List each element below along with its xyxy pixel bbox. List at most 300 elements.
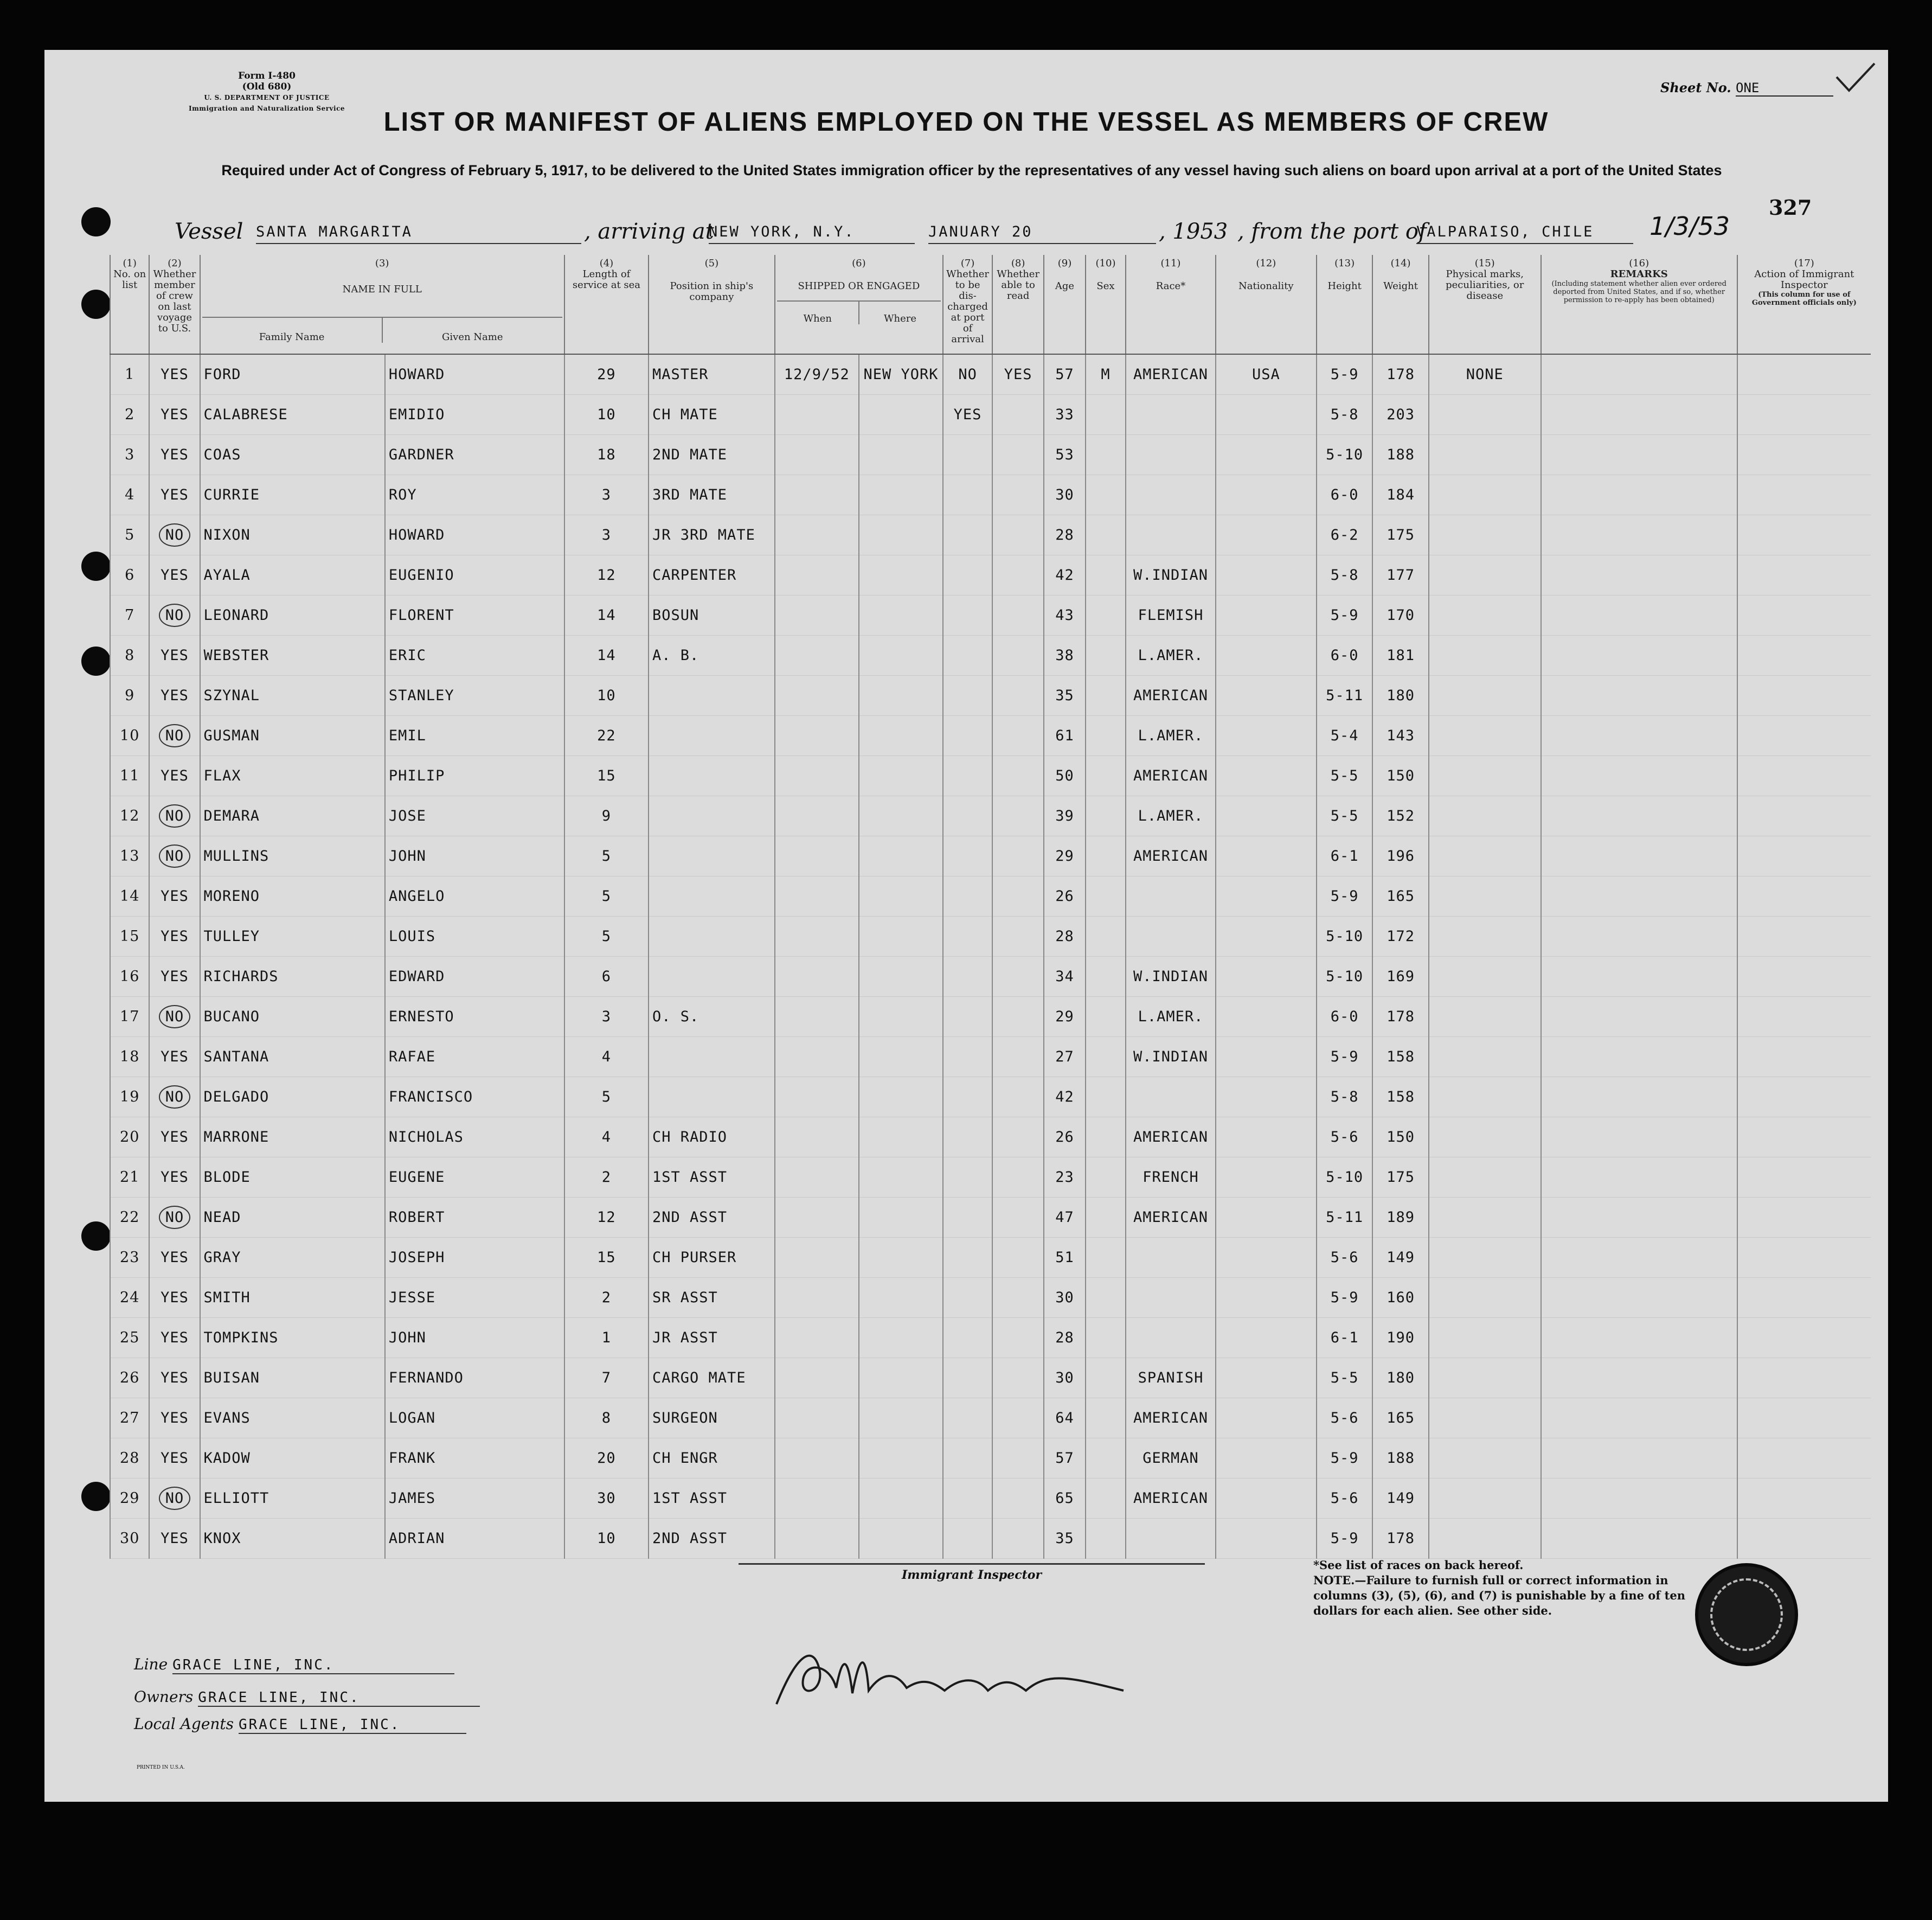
nationality-cell — [1216, 1479, 1317, 1519]
position-cell: JR ASST — [649, 1318, 775, 1358]
position-cell: CH ENGR — [649, 1438, 775, 1479]
shipped-where-cell — [859, 596, 943, 636]
age-cell: 53 — [1044, 435, 1086, 475]
row-number: 23 — [110, 1238, 149, 1278]
able-to-read-cell — [992, 636, 1044, 676]
age-cell: 23 — [1044, 1157, 1086, 1198]
age-cell: 57 — [1044, 354, 1086, 395]
given-name-cell: JOSEPH — [385, 1238, 564, 1278]
last-voyage-cell: YES — [149, 395, 200, 435]
height-cell: 5-8 — [1317, 395, 1372, 435]
shipped-when-cell — [775, 515, 859, 555]
position-cell — [649, 716, 775, 756]
age-cell: 28 — [1044, 917, 1086, 957]
last-voyage-cell: YES — [149, 1238, 200, 1278]
weight-cell: 177 — [1372, 555, 1428, 596]
discharged-cell — [943, 1398, 992, 1438]
age-cell: 65 — [1044, 1479, 1086, 1519]
form-department: U. S. DEPARTMENT OF JUSTICE — [204, 94, 330, 101]
race-cell: W.INDIAN — [1126, 1037, 1216, 1077]
last-voyage-cell: YES — [149, 1037, 200, 1077]
binder-hole — [81, 552, 111, 581]
col-race-header: (11) Race* — [1126, 255, 1216, 354]
sex-cell — [1086, 1077, 1126, 1117]
table-row — [110, 596, 1871, 636]
physical-marks-cell — [1429, 1117, 1541, 1157]
physical-marks-cell — [1429, 997, 1541, 1037]
shipped-when-cell — [775, 555, 859, 596]
nationality-cell — [1216, 917, 1317, 957]
table-row — [110, 917, 1871, 957]
owners-label: Owners — [134, 1688, 194, 1706]
shipped-when-cell — [775, 957, 859, 997]
able-to-read-cell — [992, 1238, 1044, 1278]
family-name-cell: KADOW — [200, 1438, 385, 1479]
able-to-read-cell — [992, 716, 1044, 756]
service-length-cell: 10 — [564, 1519, 649, 1559]
inspector-action-cell — [1737, 515, 1871, 555]
agents-label: Local Agents — [134, 1715, 234, 1733]
col-service-header: (4) Length of service at sea — [564, 255, 649, 354]
shipped-when-subheader: When — [803, 313, 832, 324]
height-cell: 5-6 — [1317, 1238, 1372, 1278]
vessel-label: Vessel — [175, 219, 243, 244]
binder-hole — [81, 290, 111, 319]
service-length-cell: 15 — [564, 1238, 649, 1278]
service-length-cell: 8 — [564, 1398, 649, 1438]
col-sex-header: (10) Sex — [1086, 255, 1126, 354]
able-to-read-cell — [992, 1358, 1044, 1398]
age-cell: 30 — [1044, 1358, 1086, 1398]
sex-cell — [1086, 1519, 1126, 1559]
service-length-cell: 12 — [564, 555, 649, 596]
service-length-cell: 10 — [564, 395, 649, 435]
inspector-action-cell — [1737, 1358, 1871, 1398]
weight-cell: 178 — [1372, 997, 1428, 1037]
height-cell: 6-1 — [1317, 836, 1372, 876]
shipped-when-cell — [775, 1117, 859, 1157]
table-row — [110, 1157, 1871, 1198]
table-row — [110, 475, 1871, 515]
family-name-cell: MULLINS — [200, 836, 385, 876]
discharged-cell — [943, 1438, 992, 1479]
manifest-sheet — [44, 50, 1888, 1802]
shipped-when-cell — [775, 997, 859, 1037]
sex-cell — [1086, 716, 1126, 756]
age-cell: 27 — [1044, 1037, 1086, 1077]
table-row — [110, 676, 1871, 716]
family-name-cell: EVANS — [200, 1398, 385, 1438]
inspector-action-cell — [1737, 1398, 1871, 1438]
race-cell: FLEMISH — [1126, 596, 1216, 636]
family-name-cell: FLAX — [200, 756, 385, 796]
row-number: 28 — [110, 1438, 149, 1479]
height-cell: 5-11 — [1317, 676, 1372, 716]
family-name-cell: BLODE — [200, 1157, 385, 1198]
table-row — [110, 716, 1871, 756]
given-name-cell: EDWARD — [385, 957, 564, 997]
given-name-cell: JOHN — [385, 1318, 564, 1358]
inspector-action-cell — [1737, 676, 1871, 716]
weight-cell: 158 — [1372, 1037, 1428, 1077]
remarks-cell — [1541, 1157, 1737, 1198]
age-cell: 28 — [1044, 515, 1086, 555]
position-cell — [649, 756, 775, 796]
physical-marks-cell — [1429, 1198, 1541, 1238]
last-voyage-cell: YES — [149, 676, 200, 716]
family-name-cell: NEAD — [200, 1198, 385, 1238]
inspector-action-cell — [1737, 836, 1871, 876]
remarks-cell — [1541, 1398, 1737, 1438]
sheet-number-label: Sheet No. — [1660, 80, 1731, 95]
family-name-cell: AYALA — [200, 555, 385, 596]
discharged-cell — [943, 596, 992, 636]
race-cell: SPANISH — [1126, 1358, 1216, 1398]
age-cell: 39 — [1044, 796, 1086, 836]
physical-marks-cell — [1429, 1238, 1541, 1278]
discharged-cell — [943, 716, 992, 756]
row-number: 9 — [110, 676, 149, 716]
last-voyage-cell: YES — [149, 1318, 200, 1358]
physical-marks-cell — [1429, 636, 1541, 676]
family-name-cell: LEONARD — [200, 596, 385, 636]
shipped-where-cell — [859, 676, 943, 716]
nationality-cell — [1216, 1358, 1317, 1398]
col-position-header: (5) Position in ship's company — [649, 255, 775, 354]
shipped-where-cell — [859, 636, 943, 676]
penalty-note: NOTE.—Failure to furnish full or correct information in columns (3), (5), (6), and (7) is punishable by a fine of ten dollars for each alien. See other side. — [1313, 1573, 1685, 1617]
able-to-read-cell — [992, 1037, 1044, 1077]
given-name-cell: FRANCISCO — [385, 1077, 564, 1117]
shipped-when-cell — [775, 1438, 859, 1479]
weight-cell: 178 — [1372, 1519, 1428, 1559]
shipped-where-cell — [859, 1198, 943, 1238]
nationality-cell — [1216, 1077, 1317, 1117]
height-cell: 6-2 — [1317, 515, 1372, 555]
crew-manifest-table — [110, 255, 1871, 1559]
service-length-cell: 9 — [564, 796, 649, 836]
shipped-when-cell — [775, 1278, 859, 1318]
discharged-cell — [943, 756, 992, 796]
shipped-where-cell — [859, 1438, 943, 1479]
row-number: 3 — [110, 435, 149, 475]
arrival-year: , 1953 — [1159, 219, 1228, 244]
sex-cell — [1086, 1479, 1126, 1519]
last-voyage-cell: NO — [149, 1077, 200, 1117]
position-cell: 2ND ASST — [649, 1198, 775, 1238]
table-row — [110, 876, 1871, 917]
last-voyage-cell: NO — [149, 716, 200, 756]
remarks-cell — [1541, 435, 1737, 475]
remarks-cell — [1541, 1318, 1737, 1358]
given-name-cell: ERIC — [385, 636, 564, 676]
shipped-when-cell — [775, 636, 859, 676]
remarks-cell — [1541, 1519, 1737, 1559]
family-name-cell: WEBSTER — [200, 636, 385, 676]
height-cell: 5-10 — [1317, 435, 1372, 475]
table-row — [110, 1398, 1871, 1438]
able-to-read-cell — [992, 676, 1044, 716]
remarks-cell — [1541, 1438, 1737, 1479]
height-cell: 6-1 — [1317, 1318, 1372, 1358]
service-length-cell: 14 — [564, 636, 649, 676]
height-cell: 5-9 — [1317, 596, 1372, 636]
remarks-cell — [1541, 1358, 1737, 1398]
family-name-cell: DEMARA — [200, 796, 385, 836]
age-cell: 26 — [1044, 876, 1086, 917]
physical-marks-cell — [1429, 435, 1541, 475]
height-cell: 5-6 — [1317, 1117, 1372, 1157]
sex-cell — [1086, 1117, 1126, 1157]
document-subtitle: Required under Act of Congress of February 5, 1917, to be delivered to the United States immigration officer by the representatives of any vessel having such aliens on board upon arrival at a port of the United States — [221, 162, 1722, 178]
nationality-cell — [1216, 475, 1317, 515]
shipped-when-cell — [775, 917, 859, 957]
age-cell: 42 — [1044, 555, 1086, 596]
physical-marks-cell — [1429, 1077, 1541, 1117]
family-name-cell: SMITH — [200, 1278, 385, 1318]
physical-marks-cell — [1429, 1318, 1541, 1358]
race-cell — [1126, 917, 1216, 957]
family-name-cell: CURRIE — [200, 475, 385, 515]
height-cell: 5-10 — [1317, 917, 1372, 957]
nationality-cell — [1216, 1318, 1317, 1358]
nationality-cell — [1216, 676, 1317, 716]
nationality-cell — [1216, 1157, 1317, 1198]
table-row — [110, 1077, 1871, 1117]
shipped-where-cell — [859, 1117, 943, 1157]
height-cell: 5-5 — [1317, 796, 1372, 836]
weight-cell: 178 — [1372, 354, 1428, 395]
form-service: Immigration and Naturalization Service — [188, 105, 345, 112]
family-name-cell: BUCANO — [200, 997, 385, 1037]
weight-cell: 203 — [1372, 395, 1428, 435]
sex-cell — [1086, 796, 1126, 836]
shipped-when-cell — [775, 1519, 859, 1559]
physical-marks-cell — [1429, 395, 1541, 435]
service-length-cell: 30 — [564, 1479, 649, 1519]
given-name-cell: JOSE — [385, 796, 564, 836]
col-remarks-header: (16) REMARKS (Including statement whether alien ever ordered deported from United States, and if so, whether permission to re-apply has been obtained) — [1541, 255, 1737, 354]
shipped-when-cell — [775, 876, 859, 917]
weight-cell: 188 — [1372, 1438, 1428, 1479]
age-cell: 42 — [1044, 1077, 1086, 1117]
race-cell — [1126, 1519, 1216, 1559]
last-voyage-cell: YES — [149, 917, 200, 957]
weight-cell: 190 — [1372, 1318, 1428, 1358]
race-cell: L.AMER. — [1126, 997, 1216, 1037]
nationality-cell — [1216, 435, 1317, 475]
sex-cell — [1086, 1398, 1126, 1438]
footnotes — [1313, 1558, 1704, 1618]
row-number: 21 — [110, 1157, 149, 1198]
height-cell: 5-9 — [1317, 1438, 1372, 1479]
remarks-cell — [1541, 515, 1737, 555]
remarks-cell — [1541, 957, 1737, 997]
physical-marks-cell — [1429, 1519, 1541, 1559]
shipped-where-cell — [859, 876, 943, 917]
inspector-action-cell — [1737, 1438, 1871, 1479]
able-to-read-cell — [992, 796, 1044, 836]
shipped-where-cell — [859, 716, 943, 756]
inspector-action-cell — [1737, 354, 1871, 395]
inspector-action-cell — [1737, 1157, 1871, 1198]
able-to-read-cell — [992, 1438, 1044, 1479]
remarks-cell — [1541, 917, 1737, 957]
nationality-cell — [1216, 756, 1317, 796]
height-cell: 6-0 — [1317, 636, 1372, 676]
race-cell: AMERICAN — [1126, 354, 1216, 395]
race-cell — [1126, 395, 1216, 435]
physical-marks-cell — [1429, 596, 1541, 636]
position-cell — [649, 676, 775, 716]
family-name-cell: RICHARDS — [200, 957, 385, 997]
able-to-read-cell — [992, 756, 1044, 796]
race-cell — [1126, 515, 1216, 555]
discharged-cell — [943, 1318, 992, 1358]
discharged-cell — [943, 876, 992, 917]
position-cell: 1ST ASST — [649, 1157, 775, 1198]
weight-cell: 172 — [1372, 917, 1428, 957]
document-title: LIST OR MANIFEST OF ALIENS EMPLOYED ON THE VESSEL AS MEMBERS OF CREW — [383, 107, 1549, 137]
shipped-where-cell — [859, 1157, 943, 1198]
physical-marks-cell — [1429, 1278, 1541, 1318]
given-name-cell: FLORENT — [385, 596, 564, 636]
race-cell — [1126, 1077, 1216, 1117]
arriving-port: NEW YORK, N.Y. — [709, 223, 915, 244]
shipped-when-cell: 12/9/52 — [775, 354, 859, 395]
row-number: 13 — [110, 836, 149, 876]
last-voyage-cell: YES — [149, 957, 200, 997]
height-cell: 6-0 — [1317, 997, 1372, 1037]
weight-cell: 143 — [1372, 716, 1428, 756]
row-number: 16 — [110, 957, 149, 997]
race-cell: AMERICAN — [1126, 1198, 1216, 1238]
given-name-cell: ROY — [385, 475, 564, 515]
shipped-where-cell: NEW YORK — [859, 354, 943, 395]
discharged-cell — [943, 1238, 992, 1278]
table-row — [110, 636, 1871, 676]
inspector-action-cell — [1737, 1479, 1871, 1519]
position-cell — [649, 1077, 775, 1117]
reference-number: 327 — [1769, 195, 1812, 220]
remarks-cell — [1541, 596, 1737, 636]
binder-hole — [81, 1221, 111, 1251]
col-last-voyage-header: (2) Whether member of crew on last voyage to U.S. — [149, 255, 200, 354]
remarks-cell — [1541, 836, 1737, 876]
height-cell: 5-5 — [1317, 1358, 1372, 1398]
family-name-cell: SANTANA — [200, 1037, 385, 1077]
table-row — [110, 756, 1871, 796]
last-voyage-cell: NO — [149, 515, 200, 555]
service-length-cell: 7 — [564, 1358, 649, 1398]
given-name-cell: PHILIP — [385, 756, 564, 796]
service-length-cell: 3 — [564, 997, 649, 1037]
position-cell: 2ND ASST — [649, 1519, 775, 1559]
race-cell — [1126, 876, 1216, 917]
row-number: 7 — [110, 596, 149, 636]
shipped-where-cell — [859, 1519, 943, 1559]
age-cell: 29 — [1044, 836, 1086, 876]
shipped-where-cell — [859, 796, 943, 836]
form-number: Form I-480 — [238, 71, 296, 81]
table-row — [110, 1358, 1871, 1398]
shipped-when-cell — [775, 1198, 859, 1238]
sex-cell — [1086, 596, 1126, 636]
remarks-cell — [1541, 1077, 1737, 1117]
family-name-cell: MARRONE — [200, 1117, 385, 1157]
given-name-cell: ROBERT — [385, 1198, 564, 1238]
shipped-where-cell — [859, 395, 943, 435]
inspector-signature — [766, 1639, 1145, 1720]
race-cell: AMERICAN — [1126, 1117, 1216, 1157]
service-length-cell: 5 — [564, 917, 649, 957]
inspector-action-cell — [1737, 1198, 1871, 1238]
discharged-cell: YES — [943, 395, 992, 435]
remarks-cell — [1541, 354, 1737, 395]
remarks-cell — [1541, 796, 1737, 836]
shipped-where-cell — [859, 515, 943, 555]
height-cell: 5-10 — [1317, 957, 1372, 997]
table-row — [110, 796, 1871, 836]
height-cell: 5-6 — [1317, 1398, 1372, 1438]
weight-cell: 152 — [1372, 796, 1428, 836]
physical-marks-cell — [1429, 1037, 1541, 1077]
discharged-cell — [943, 957, 992, 997]
nationality-cell — [1216, 1278, 1317, 1318]
family-name-cell: GUSMAN — [200, 716, 385, 756]
inspector-action-cell — [1737, 1318, 1871, 1358]
position-cell: 1ST ASST — [649, 1479, 775, 1519]
weight-cell: 150 — [1372, 1117, 1428, 1157]
position-cell — [649, 1037, 775, 1077]
row-number: 4 — [110, 475, 149, 515]
position-cell: 3RD MATE — [649, 475, 775, 515]
position-cell: A. B. — [649, 636, 775, 676]
remarks-cell — [1541, 756, 1737, 796]
family-name-cell: KNOX — [200, 1519, 385, 1559]
sex-cell — [1086, 957, 1126, 997]
check-mark-icon — [1834, 61, 1877, 99]
owners-value: GRACE LINE, INC. — [198, 1689, 480, 1707]
remarks-cell — [1541, 395, 1737, 435]
arriving-label: , arriving at — [584, 219, 714, 244]
shipped-when-cell — [775, 1479, 859, 1519]
col-marks-header: (15) Physical marks, peculiarities, or disease — [1429, 255, 1541, 354]
binder-hole — [81, 1482, 111, 1511]
physical-marks-cell — [1429, 1479, 1541, 1519]
sex-cell — [1086, 876, 1126, 917]
physical-marks-cell — [1429, 1157, 1541, 1198]
shipped-when-cell — [775, 596, 859, 636]
remarks-cell — [1541, 1117, 1737, 1157]
form-old-number: (Old 680) — [242, 81, 292, 92]
nationality-cell — [1216, 1037, 1317, 1077]
able-to-read-cell — [992, 1479, 1044, 1519]
weight-cell: 169 — [1372, 957, 1428, 997]
col-shipped-header: (6) SHIPPED OR ENGAGED When Where — [775, 255, 943, 354]
col-read-header: (8) Whether able to read — [992, 255, 1044, 354]
nationality-cell — [1216, 596, 1317, 636]
race-cell — [1126, 1238, 1216, 1278]
remarks-cell — [1541, 475, 1737, 515]
arrival-date: JANUARY 20 — [928, 223, 1156, 244]
col-age-header: (9) Age — [1044, 255, 1086, 354]
able-to-read-cell — [992, 395, 1044, 435]
line-field — [134, 1655, 454, 1674]
age-cell: 61 — [1044, 716, 1086, 756]
race-cell — [1126, 1278, 1216, 1318]
row-number: 17 — [110, 997, 149, 1037]
